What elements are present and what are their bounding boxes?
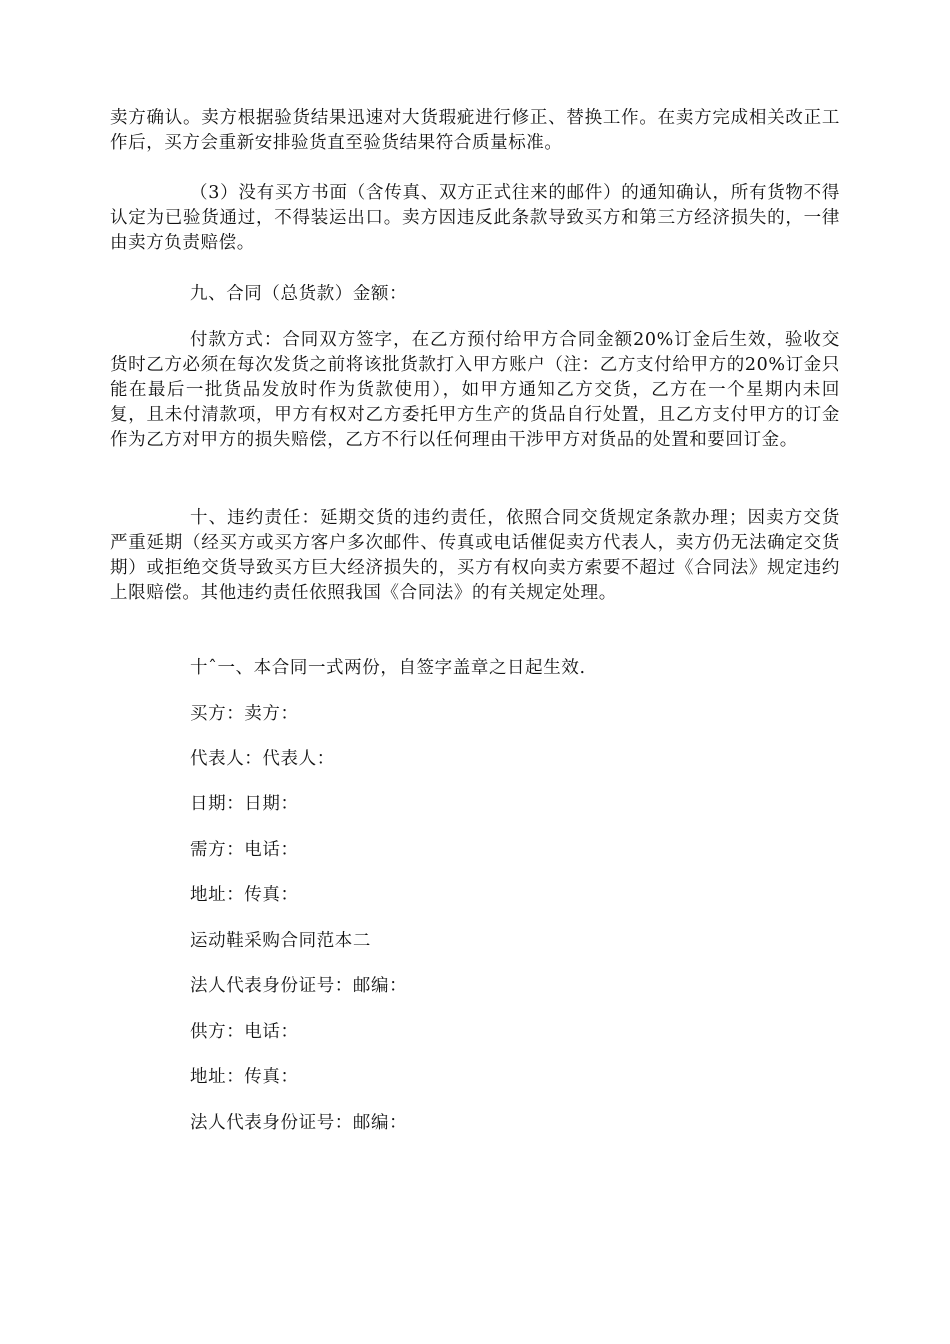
heading-clause-9-amount: 九、合同（总货款）金额： bbox=[190, 284, 408, 304]
paragraph-payment-terms: 付款方式：合同双方签字，在乙方预付给甲方合同金额20%订金后生效，验收交货时乙方必须在每次发货之前将该批货款打入甲方账户（注：乙方支付给甲方的20%订金只能在最后一批货品发放时作为货款使用），如甲方通知乙方交货，乙方在一个星期内未回复，且未付清款项，甲方有权对乙方委托甲方生产的货品自行处置，且乙方支付甲方的订金作为乙方对甲方的损失赔偿，乙方不行以任何理由干涉甲方对货品的处置和要回订金。 bbox=[110, 330, 840, 450]
paragraph-clause-10-liability: 十、违约责任：延期交货的违约责任，依照合同交货规定条款办理；因卖方交货严重延期（经买方或买方客户多次邮件、传真或电话催促卖方代表人，卖方仍无法确定交货期）或拒绝交货导致买方巨大经济损失的，买方有权向卖方索要不超过《合同法》规定违约上限赔偿。其他违约责任依照我国《合同法》的有关规定处理。 bbox=[110, 508, 840, 603]
field-line-legal-rep-id-postcode: 法人代表身份证号：邮编： bbox=[190, 976, 408, 996]
signature-line-demander-phone: 需方：电话： bbox=[190, 840, 299, 860]
section-title-contract-template-2: 运动鞋采购合同范本二 bbox=[190, 931, 371, 951]
field-line-legal-rep-id-postcode-2: 法人代表身份证号：邮编： bbox=[190, 1113, 408, 1133]
signature-line-date: 日期：日期： bbox=[190, 794, 299, 814]
field-line-address-fax: 地址：传真： bbox=[190, 1067, 299, 1087]
paragraph-inspection-confirmation: 卖方确认。卖方根据验货结果迅速对大货瑕疵进行修正、替换工作。在卖方完成相关改正工作后，买方会重新安排验货直至验货结果符合质量标准。 bbox=[110, 108, 840, 153]
paragraph-clause-11-effective: 十ˆ一、本合同一式两份，自签字盖章之日起生效. bbox=[190, 658, 586, 678]
signature-line-address-fax: 地址：传真： bbox=[190, 885, 299, 905]
field-line-supplier-phone: 供方：电话： bbox=[190, 1022, 299, 1042]
signature-line-buyer-seller: 买方：卖方： bbox=[190, 704, 299, 724]
paragraph-clause-3: （3）没有买方书面（含传真、双方正式往来的邮件）的通知确认，所有货物不得认定为已验货通过，不得装运出口。卖方因违反此条款导致买方和第三方经济损失的，一律由卖方负责赔偿。 bbox=[110, 183, 840, 253]
signature-line-representative: 代表人：代表人： bbox=[190, 749, 335, 769]
